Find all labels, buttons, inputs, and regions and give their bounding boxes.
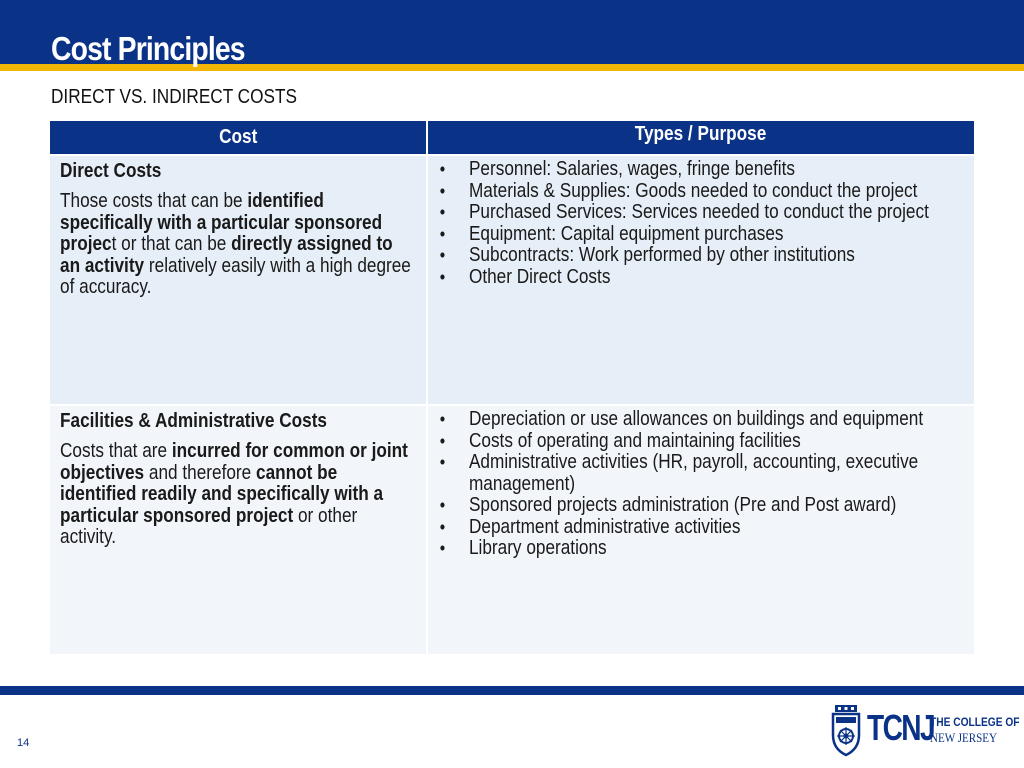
list-item: • Subcontracts: Work performed by other institutions <box>438 245 967 267</box>
cost-title: Facilities & Administrative Costs <box>60 410 328 432</box>
tcnj-crest-icon <box>829 703 863 757</box>
footer-band <box>0 686 1024 695</box>
cost-description: Costs that are incurred for common or joint objectives and therefore cannot be identified readily and specifically with a particular sponsored project or other activity. <box>60 440 408 548</box>
cost-cell <box>50 156 428 404</box>
logo-line-2: NEW JERSEY <box>930 730 998 745</box>
list-item: • Sponsored projects administration (Pre and Post award) <box>438 495 967 517</box>
list-item: • Library operations <box>438 538 967 560</box>
list-item: • Costs of operating and maintaining facilities <box>438 431 967 453</box>
logo-line-1: THE COLLEGE OF <box>930 715 1020 729</box>
list-item: • Administrative activities (HR, payroll, accounting, executive management) <box>438 452 967 495</box>
page-number: 14 <box>17 737 30 749</box>
list-item: • Other Direct Costs <box>438 267 967 289</box>
tcnj-logo <box>826 703 1020 759</box>
logo-wordmark: TCNJ <box>867 707 935 748</box>
cost-title: Direct Costs <box>60 160 162 182</box>
slide-subtitle: DIRECT VS. INDIRECT COSTS <box>51 86 297 108</box>
types-cell <box>428 406 974 654</box>
types-cell <box>428 156 974 404</box>
types-list <box>438 409 967 560</box>
types-list <box>438 159 967 288</box>
list-item: • Department administrative activities <box>438 517 967 539</box>
list-item: • Personnel: Salaries, wages, fringe benefits <box>438 159 967 181</box>
cost-description: Those costs that can be identified specifically with a particular sponsored project or that can be directly assigned to an activity relatively easily with a high degree of accuracy. <box>60 190 411 298</box>
list-item: • Depreciation or use allowances on buildings and equipment <box>438 409 967 431</box>
cost-table <box>50 121 974 654</box>
header-cell-cost: Cost <box>50 121 428 154</box>
table-row-direct-costs <box>50 154 974 404</box>
table-row-fa-costs <box>50 404 974 654</box>
table-header-row <box>50 121 974 154</box>
header-cell-types: Types / Purpose <box>635 123 767 145</box>
slide-title: Cost Principles <box>51 30 245 67</box>
list-item: • Materials & Supplies: Goods needed to conduct the project <box>438 181 967 203</box>
cost-cell <box>50 406 428 654</box>
list-item: • Purchased Services: Services needed to conduct the project <box>438 202 967 224</box>
list-item: • Equipment: Capital equipment purchases <box>438 224 967 246</box>
